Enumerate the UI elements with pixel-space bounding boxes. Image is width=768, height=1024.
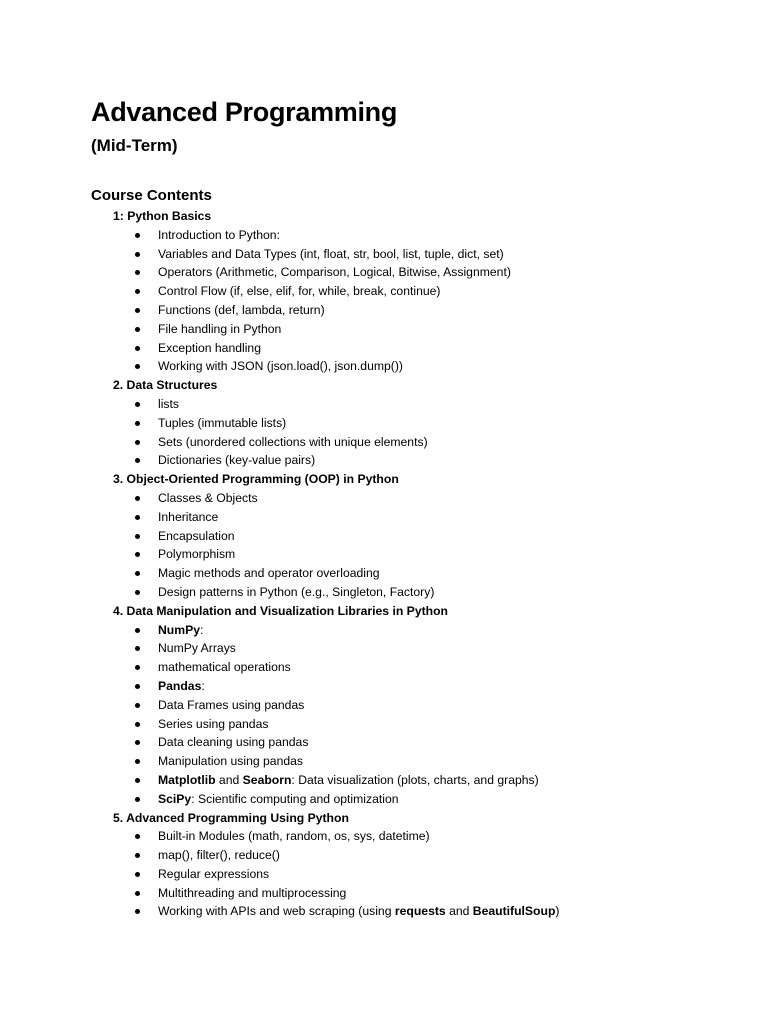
topic-list-item: Polymorphism xyxy=(0,545,768,564)
section-title: 4. Data Manipulation and Visualization Libraries in Python xyxy=(113,603,448,618)
topic-list-item: Regular expressions xyxy=(0,865,768,884)
topic-list-item: Operators (Arithmetic, Comparison, Logical, Bitwise, Assignment) xyxy=(0,263,768,282)
course-section xyxy=(0,602,768,809)
topic-list-item: Classes & Objects xyxy=(0,489,768,508)
bold-term: Matplotlib xyxy=(158,772,216,787)
document-subtitle: (Mid-Term) xyxy=(91,136,178,155)
topic-list-item: Control Flow (if, else, elif, for, while, break, continue) xyxy=(0,282,768,301)
topic-list-item: Pandas: xyxy=(0,677,768,696)
topic-list-item: Functions (def, lambda, return) xyxy=(0,301,768,320)
topic-list-item: Working with JSON (json.load(), json.dump()) xyxy=(0,357,768,376)
topic-list-item: Exception handling xyxy=(0,339,768,358)
topic-list-item: Inheritance xyxy=(0,508,768,527)
topic-list-item: Manipulation using pandas xyxy=(0,752,768,771)
bold-term: BeautifulSoup xyxy=(472,904,556,919)
topic-list-item: Sets (unordered collections with unique elements) xyxy=(0,433,768,452)
topic-list-item: Encapsulation xyxy=(0,527,768,546)
topic-list-item: Series using pandas xyxy=(0,715,768,734)
bold-term: NumPy xyxy=(158,622,200,637)
section-title: 5. Advanced Programming Using Python xyxy=(113,810,349,825)
course-outline xyxy=(0,207,768,921)
topic-list-item: map(), filter(), reduce() xyxy=(0,846,768,865)
course-section xyxy=(0,809,768,922)
topic-list-item: NumPy: xyxy=(0,621,768,640)
section-topic-list xyxy=(0,621,768,809)
bold-term: Pandas xyxy=(158,678,202,693)
section-topic-list xyxy=(0,395,768,470)
topic-list-item: Introduction to Python: xyxy=(0,226,768,245)
topic-list-item: Working with APIs and web scraping (using requests and BeautifulSoup) xyxy=(0,902,768,921)
course-section xyxy=(0,376,768,470)
topic-list-item: Built-in Modules (math, random, os, sys, datetime) xyxy=(0,827,768,846)
section-topic-list xyxy=(0,489,768,602)
section-title: 2. Data Structures xyxy=(113,378,218,393)
section-title: 3. Object-Oriented Programming (OOP) in Python xyxy=(113,472,399,487)
course-section xyxy=(0,470,768,602)
topic-list-item: Data cleaning using pandas xyxy=(0,733,768,752)
bold-term: requests xyxy=(394,904,446,919)
course-section xyxy=(0,207,768,376)
topic-list-item: NumPy Arrays xyxy=(0,639,768,658)
topic-list-item: Matplotlib and Seaborn: Data visualization (plots, charts, and graphs) xyxy=(0,771,768,790)
topic-list-item: Magic methods and operator overloading xyxy=(0,564,768,583)
topic-list-item: Dictionaries (key-value pairs) xyxy=(0,451,768,470)
topic-list-item: mathematical operations xyxy=(0,658,768,677)
topic-list-item: lists xyxy=(0,395,768,414)
course-contents-heading: Course Contents xyxy=(91,187,212,204)
bold-term: Seaborn xyxy=(242,772,292,787)
topic-list-item: File handling in Python xyxy=(0,320,768,339)
section-title: 1: Python Basics xyxy=(113,209,212,223)
section-topic-list xyxy=(0,226,768,376)
topic-list-item: Design patterns in Python (e.g., Singleton, Factory) xyxy=(0,583,768,602)
topic-list-item: Data Frames using pandas xyxy=(0,696,768,715)
document-title: Advanced Programming xyxy=(91,97,398,127)
section-topic-list xyxy=(0,827,768,921)
topic-list-item: Variables and Data Types (int, float, str, bool, list, tuple, dict, set) xyxy=(0,245,768,264)
topic-list-item: SciPy: Scientific computing and optimization xyxy=(0,790,768,809)
topic-list-item: Tuples (immutable lists) xyxy=(0,414,768,433)
bold-term: SciPy xyxy=(158,791,192,806)
topic-list-item: Multithreading and multiprocessing xyxy=(0,884,768,903)
